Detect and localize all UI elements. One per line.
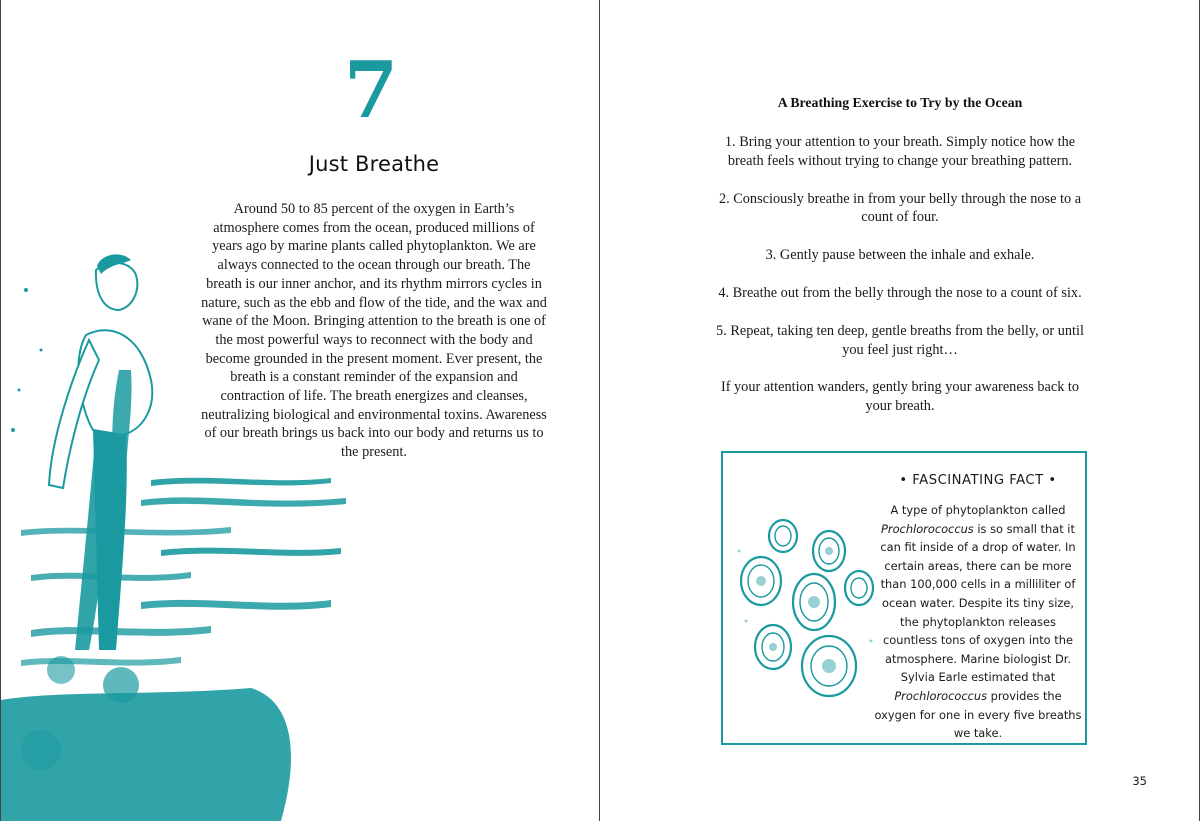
fact-text (873, 501, 1083, 743)
fact-term-2: Prochlorococcus (894, 688, 988, 703)
fact-text-part-3: provides the oxygen for one in every five breaths we take. (874, 688, 1082, 741)
ocean-strokes (1, 288, 346, 821)
step-3: 3. Gently pause between the inhale and exhale. (765, 247, 1035, 264)
phytoplankton-illustration (731, 511, 881, 721)
right-page (599, 0, 1200, 821)
woman-breathing-illustration (1, 230, 361, 821)
exercise-heading: A Breathing Exercise to Try by the Ocean (777, 95, 1023, 110)
step-5: 5. Repeat, taking ten deep, gentle breaths from the belly, or until you feel just right… (716, 322, 1084, 358)
exercise-closing-note: If your attention wanders, gently bring your awareness back to your breath. (720, 379, 1080, 415)
chapter-number: 7 (343, 45, 399, 136)
step-2: 2. Consciously breathe in from your belly through the nose to a count of four. (718, 190, 1082, 226)
fascinating-fact-box (721, 451, 1087, 745)
chapter-title: Just Breathe (308, 152, 440, 176)
fact-term-1: Prochlorococcus (881, 521, 974, 536)
page-number: 35 (1132, 774, 1147, 788)
step-4: 4. Breathe out from the belly through the nose to a count of six. (718, 284, 1082, 301)
fact-title: • FASCINATING FACT • (899, 473, 1057, 488)
body-paragraph: Around 50 to 85 percent of the oxygen in Earth’s atmosphere comes from the ocean, produced millions of years ago by marine plants called phytoplankton. We are always connected to the ocean through our breath. The breath is our inner anchor, and its rhythm mirrors cycles in nature, such as the ebb and flow of the tide, and the wax and wane of the Moon. Bringing attention to the breath is one of the most powerful ways to reconnect with the body and become grounded in the present moment. Ever present, the breath is a constant reminder of the expansion and contraction of life. The breath energizes and cleanses, neutralizing biological and environmental toxins. Awareness of our breath brings us back into our body and returns us to the present. (201, 201, 547, 461)
exercise-steps (710, 133, 1090, 435)
fact-text-part-2: is so small that it can fit inside of a drop of water. In certain areas, there can be more than 100,000 cells in a milliliter of ocean water. Despite its tiny size, the phytoplankton releases countless tons of oxygen into the atmosphere. Marine biologist Dr. Sylvia Earle estimated that (880, 521, 1076, 685)
woman-figure (49, 254, 152, 650)
fact-text-part-1: A type of phytoplankton called (890, 503, 1066, 517)
step-1: 1. Bring your attention to your breath. Simply notice how the breath feels without trying to change your breathing pattern. (724, 134, 1076, 169)
